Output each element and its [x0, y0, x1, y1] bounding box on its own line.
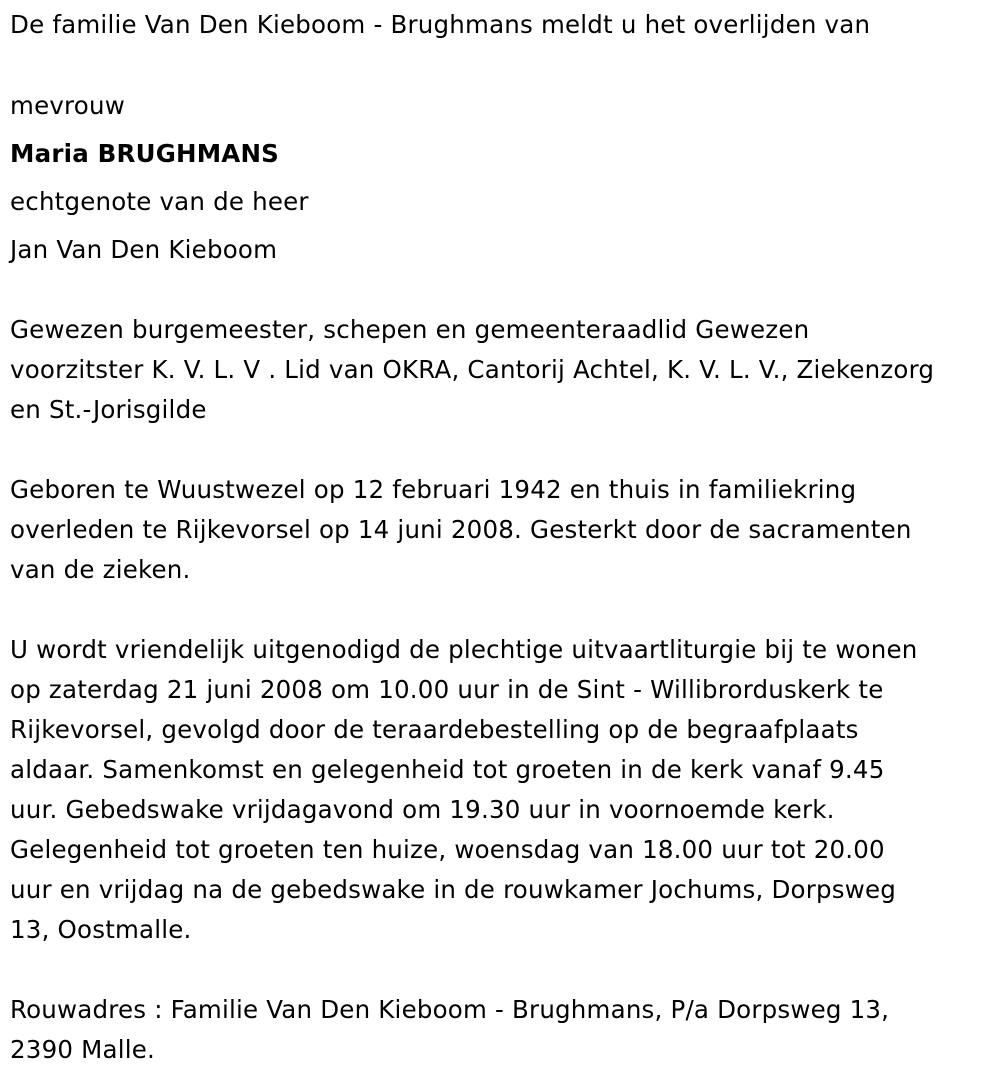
roles-line: voorzitster K. V. L. V . Lid van OKRA, Cantorij Achtel, K. V. L. V., Ziekenzorg [10, 355, 935, 384]
funeral-line: op zaterdag 21 juni 2008 om 10.00 uur in de Sint - Willibrorduskerk te [10, 675, 884, 704]
funeral-line: U wordt vriendelijk uitgenodigd de plechtige uitvaartliturgie bij te wonen [10, 635, 918, 664]
funeral-line: uur en vrijdag na de gebedswake in de rouwkamer Jochums, Dorpsweg [10, 875, 896, 904]
spouse-name: Jan Van Den Kieboom [10, 235, 278, 264]
birth-death-line: Geboren te Wuustwezel op 12 februari 1942 en thuis in familiekring [10, 475, 857, 504]
salutation: mevrouw [10, 91, 125, 120]
funeral-line: aldaar. Samenkomst en gelegenheid tot groeten in de kerk vanaf 9.45 [10, 755, 885, 784]
funeral-line: Gelegenheid tot groeten ten huize, woensdag van 18.00 uur tot 20.00 [10, 835, 885, 864]
roles-line: en St.-Jorisgilde [10, 395, 207, 424]
deceased-name: Maria BRUGHMANS [10, 139, 279, 168]
birth-death-line: van de zieken. [10, 555, 191, 584]
funeral-line: uur. Gebedswake vrijdagavond om 19.30 uur in voornoemde kerk. [10, 795, 835, 824]
address-line: Rouwadres : Familie Van Den Kieboom - Brughmans, P/a Dorpsweg 13, [10, 995, 890, 1024]
address-line: 2390 Malle. [10, 1035, 155, 1064]
funeral-line: Rijkevorsel, gevolgd door de teraardebestelling op de begraafplaats [10, 715, 859, 744]
funeral-line: 13, Oostmalle. [10, 915, 192, 944]
spouse-prefix: echtgenote van de heer [10, 187, 309, 216]
roles-line: Gewezen burgemeester, schepen en gemeenteraadlid Gewezen [10, 315, 810, 344]
birth-death-line: overleden te Rijkevorsel op 14 juni 2008. Gesterkt door de sacramenten [10, 515, 912, 544]
intro-line: De familie Van Den Kieboom - Brughmans meldt u het overlijden van [10, 10, 871, 39]
